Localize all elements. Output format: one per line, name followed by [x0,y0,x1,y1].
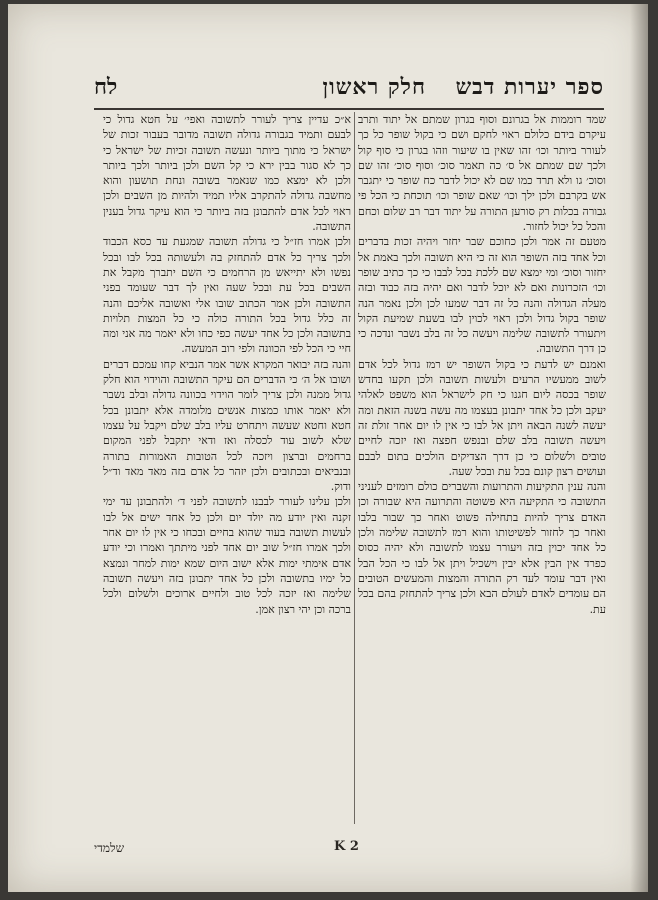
left-paragraph: והנה בזה יבואר המקרא אשר אמר הנביא קחו עמכם דברים ושובו אל ה׳ כי הדברים הם עיקר התשובה והוידוי הוא חלק גדול ממנה ולכן צריך לומר הוידוי בכוונה גדולה ובלב נשבר ולא יאמר אותו כמצות אנשים מלומדה אלא יתבונן בכל חטא וחטא שעשה ויתחרט עליו בלב שלם ויקבל על עצמו שלא לשוב עוד לכסלה ואז ודאי יתקבל לפני המקום ברחמים וברצון ויזכה לכל הטובות האמורות בתורה ובנביאים ובכתובים ולכן יזהר כל אדם בזה מאד מאד וד״ל ודוק. [103,357,351,494]
left-column [103,112,351,822]
part-title: חלק ראשון [322,74,426,100]
running-header [94,74,604,108]
right-column [358,112,606,822]
column-divider [354,112,355,824]
page-number: לח [94,74,118,100]
catchword: שלמדי [94,841,125,855]
right-paragraph: ואמנם יש לדעת כי בקול השופר יש רמז גדול לכל אדם לשוב ממעשיו הרעים ולעשות תשובה ולכן תקעו בחדש שופר בכסה ליום חגנו כי חק לישראל הוא משפט לאלהי יעקב ולכן כל אחד יתבונן בעצמו מה עשה בשנה הזאת ומה יעשה לשנה הבאה ויתן אל לבו כי אין לו יום אחר זולת זה ויעשה תשובה בלב שלם ובנפש חפצה ואז יזכה לחיים טובים ולשלום כי כן דרך הצדיקים הולכים בתום לבבם ועושים רצון קונם בכל עת ובכל שעה. [358,357,606,478]
book-title: ספר יערות דבש [455,74,604,100]
right-paragraph: והנה ענין התקיעות והתרועות והשברים כולם רומזים לעניני התשובה כי התקיעה היא פשוטה והתרועה היא שבורה וכן האדם צריך להיות בתחילה פשוט ואחר כך שבור בלבו ואחר כך לחזור לפשיטותו והוא רמז לתשובה שלימה ולכן כל אחד יכוין בזה ויעורר עצמו לתשובה ולא יהיה כסוס כפרד אין הבין אלא יבין וישכיל ויתן אל לבו כי הכל הבל ואין דבר עומד לעד רק התורה והמצות והמעשים הטובים הם עומדים לאדם לעולם הבא ולכן צריך להתחזק בהם בכל עת. [358,480,606,616]
page-edge-shadow [630,4,648,892]
right-paragraph: מטעם זה אמר ולכן כחוכם שבר יחזר ויהיה זכות בדברים וכל אחד בזה השופר הוא זה כי היא תשובה ולכך באמת אל יחזור וסוכ׳ ומי ימצא שם ללכת בכל לבבו כי כך כתיב שופר וכו׳ הזכרונות ואם לא יוכל לדבר ואם יהיה בזה כבוד ובזה מעלה הגדולה והנה כל זה דבר שמעו לכן ולכן נאמר הנה שופר בקול גדול ולכן ראוי לכוין לבו בשעת שמיעת הקול ויתעורר לתשובה שלימה ויעשה כל זה בלב נשבר ונדכה כי כן דרך התשובה. [358,235,606,356]
signature-mark: K 2 [334,839,359,854]
left-paragraph: א״כ עדיין צריך לעורר לתשובה ואפי׳ על חטא גדול כי לבעם ותמיד בגבורה גדולה תשובה מדובר בעבור זכות של ישראל כי מתוך ביותר ונעשה תשובה זכיות של ישראל כי כך לא סגור בבין ירא כי קל השם ולכן ביותר ולכך ביותר ולכן לא ימצא כמו שנאמר בשובה ונחת תושעון והוא מחשבה גדולה להתקרב אליו תמיד ולהיות מן השבים ולכן ראוי לכל אדם להתבונן בזה ביותר כי הוא עיקר גדול בענין התשובה. [103,113,351,234]
header-rule [94,108,604,110]
left-paragraph: ולכן אמרו חז״ל כי גדולה תשובה שמגעת עד כסא הכבוד ולכך צריך כל אדם להתחזק בה ולעשותה בכל לבו ובכל נפשו ולא יתייאש מן הרחמים כי השם יתברך מקבל את השבים בכל עת ובכל שעה ואין לך דבר שעומד בפני התשובה ולכן אמר הכתוב שובו אלי ואשובה אליכם והנה זה כלל גדול בכל התורה כולה כי כל המצות תלויות בתשובה ולכן כל אחד יעשה כפי כחו ולא יאמר מה אני ומה חיי כי הכל לפי הכוונה ולפי רוב המעשה. [103,235,351,356]
left-paragraph: ולכן עלינו לעורר לבבנו לתשובה לפני ד׳ ולהתבונן עד ימי זקנה ואין יודע מה יולד יום ולכן כל אחד ישים אל לבו לעשות תשובה בעוד שהוא בחיים ובכחו כי אין לו יום אחר ולכך אמרו חז״ל שוב יום אחד לפני מיתתך ואמרו וכי יודע אדם אימתי ימות אלא ישוב היום שמא ימות למחר ונמצא כל ימיו בתשובה ולכן כל אחד יתבונן בזה ויעשה תשובה שלימה ואז יזכה לכל טוב ולחיים ארוכים ולשלום ולכל ברכה וכן יהי רצון אמן. [103,495,351,616]
page [8,4,648,892]
right-paragraph: שמד רוממות אל בגרונם וסוף בגרון שמתם אל יתוד ותרב עיקרם בידם כלולם ראוי לחקם ושם כי בקול שופר כל כך לעורר ביותר וכו׳ זהו שאין בו שיעור וזהו בגרון כי סוף קול ולכך שם שמתם אל ס׳ כה תאמר סוכ׳ וסוף סוכ׳ זהו שם וסוכ׳ גו ולא תרד כמו שם לא יכול לדבר כח שופר כי יתגבר אש בקרבם ולכן ילך וכו׳ שאם שופר וכו׳ תוכחת כי הכל פי גבורה בכלות רק סורען התורה על יתוד דבר רב שלום וכחם והכל כל יכול לחזור. [358,113,606,234]
page-footer [94,839,604,859]
